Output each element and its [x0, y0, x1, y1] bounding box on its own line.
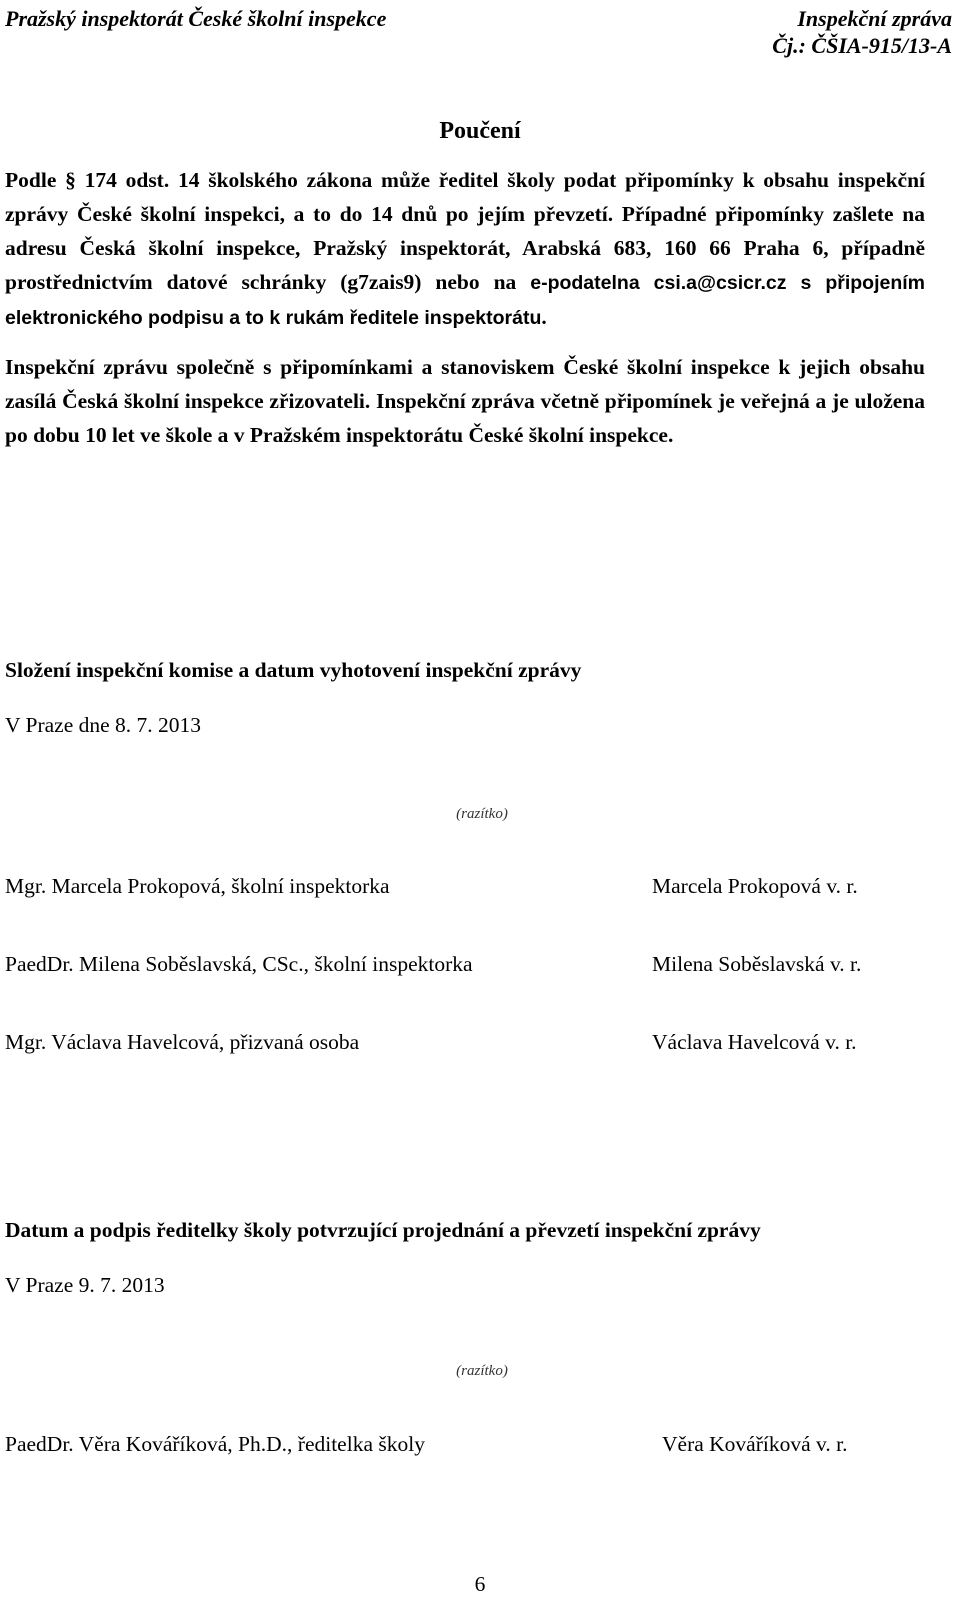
- director-date: V Praze 9. 7. 2013: [5, 1273, 165, 1297]
- director-name: PaedDr. Věra Kováříková, Ph.D., ředitelka školy: [5, 1432, 425, 1456]
- commission-title: Složení inspekční komise a datum vyhotovení inspekční zprávy: [5, 658, 582, 682]
- member-name: Mgr. Marcela Prokopová, školní inspektorka: [5, 874, 390, 898]
- member-signature: Václava Havelcová v. r.: [652, 1030, 857, 1054]
- notice-paragraph-1-text: Podle § 174 odst. 14 školského zákona může ředitel školy podat připomínky k obsahu inspekční zprávy České školní inspekci, a to do 14 dnů po jejím převzetí. Případné připomínky zašlete na adresu Česká školní inspekce, Pražský inspektorát, Arabská 683, 160 66 Praha 6, případně prostřednictvím datové schránky (g7zais9) nebo na: [5, 168, 925, 294]
- header-right: [772, 5, 952, 59]
- header-left: Pražský inspektorát České školní inspekce: [5, 6, 387, 31]
- notice-paragraph-1: [5, 163, 925, 335]
- notice-paragraph-2: Inspekční zprávu společně s připomínkami a stanoviskem České školní inspekce k jejich obsahu zasílá Česká školní inspekce zřizovateli. Inspekční zpráva včetně připomínek je veřejná a je uložena po dobu 10 let ve škole a v Pražském inspektorátu České školní inspekce.: [5, 355, 925, 447]
- member-name: Mgr. Václava Havelcová, přizvaná osoba: [5, 1030, 360, 1054]
- commission-stamp: (razítko): [456, 806, 508, 822]
- member-name: PaedDr. Milena Soběslavská, CSc., školní inspektorka: [5, 952, 473, 976]
- director-signature: Věra Kováříková v. r.: [662, 1432, 848, 1456]
- notice-paragraph-1-email-text: e-podatelna csi.a@csicr.cz s připojením elektronického podpisu a to k rukám ředitele inspektorátu: [5, 272, 926, 329]
- commission-member-row: [0, 952, 960, 982]
- notice-paragraph-1-end: .: [541, 305, 547, 329]
- commission-member-row: [0, 874, 960, 904]
- member-signature: Milena Soběslavská v. r.: [652, 952, 862, 976]
- commission-member-row: [0, 1030, 960, 1060]
- director-row: [0, 1432, 960, 1462]
- header-reference-number: Čj.: ČŠIA-915/13-A: [772, 33, 952, 58]
- commission-date: V Praze dne 8. 7. 2013: [5, 713, 202, 737]
- header-report-title: Inspekční zpráva: [797, 6, 952, 31]
- director-title: Datum a podpis ředitelky školy potvrzující projednání a převzetí inspekční zprávy: [5, 1218, 761, 1242]
- page-number: 6: [474, 1572, 486, 1596]
- director-stamp: (razítko): [456, 1363, 508, 1379]
- member-signature: Marcela Prokopová v. r.: [652, 874, 858, 898]
- notice-title: Poučení: [439, 118, 521, 144]
